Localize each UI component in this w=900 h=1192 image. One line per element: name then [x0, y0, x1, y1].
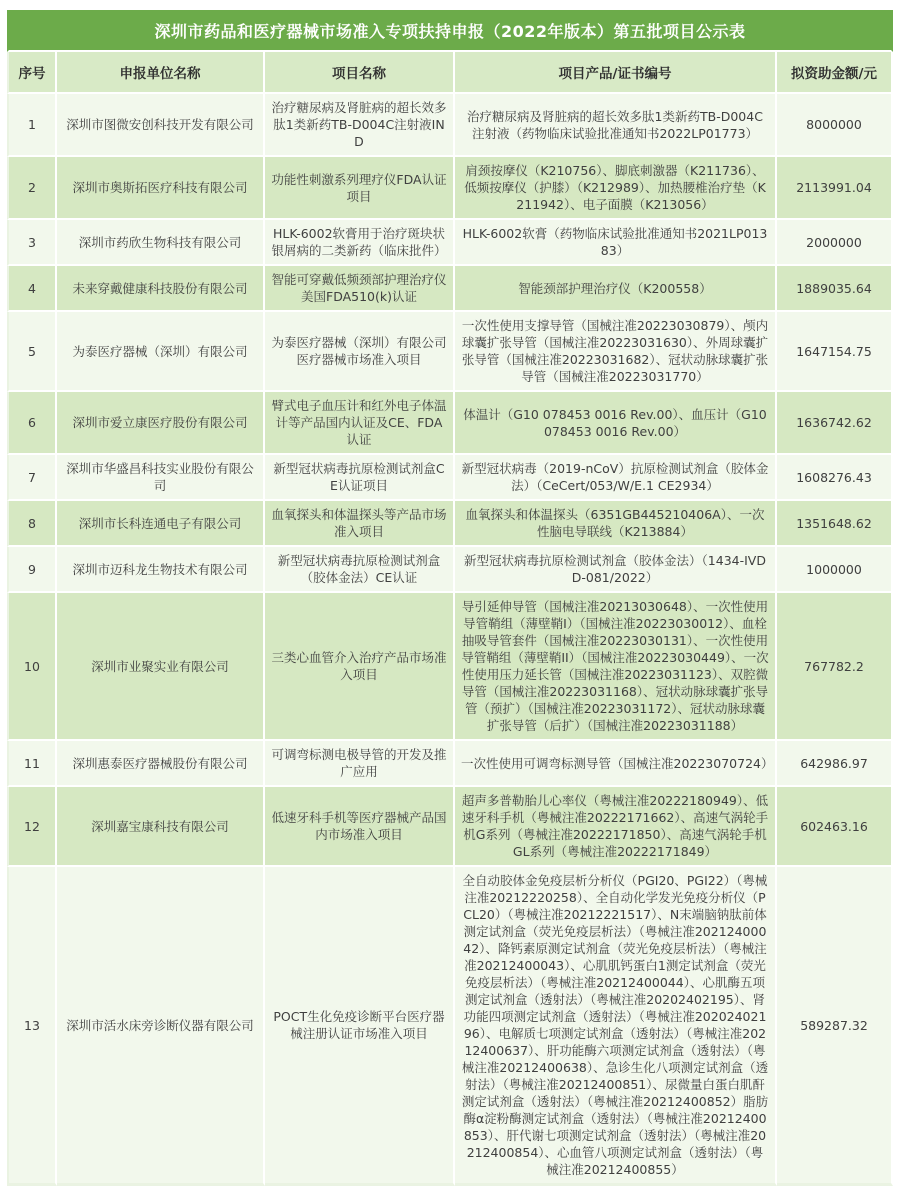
projects-table — [7, 10, 893, 1186]
serial-cell: 8 — [7, 501, 57, 547]
products-certificates-cell: HLK-6002软膏（药物临床试验批准通知书2021LP01383） — [455, 220, 777, 266]
unit-name-cell: 深圳市爱立康医疗股份有限公司 — [57, 392, 265, 455]
table-row — [7, 220, 893, 266]
table-body — [7, 94, 893, 1186]
serial-cell: 9 — [7, 547, 57, 593]
project-name-cell: 血氧探头和体温探头等产品市场准入项目 — [265, 501, 455, 547]
unit-name-cell: 深圳市华盛昌科技实业股份有限公司 — [57, 455, 265, 501]
table-row — [7, 94, 893, 157]
unit-name-cell: 深圳惠泰医疗器械股份有限公司 — [57, 741, 265, 787]
products-certificates-cell: 血氧探头和体温探头（6351GB445210406A）、一次性脑电导联线（K213884） — [455, 501, 777, 547]
serial-cell: 12 — [7, 787, 57, 867]
table-title-row — [7, 10, 893, 52]
project-name-cell: 功能性刺激系列理疗仪FDA认证项目 — [265, 157, 455, 220]
table-row — [7, 547, 893, 593]
column-header-project: 项目名称 — [265, 52, 455, 94]
funding-amount-cell: 642986.97 — [777, 741, 893, 787]
unit-name-cell: 深圳市迈科龙生物技术有限公司 — [57, 547, 265, 593]
project-name-cell: 为泰医疗器械（深圳）有限公司医疗器械市场准入项目 — [265, 312, 455, 392]
unit-name-cell: 深圳市长科连通电子有限公司 — [57, 501, 265, 547]
table-row — [7, 312, 893, 392]
products-certificates-cell: 肩颈按摩仪（K210756）、脚底刺激器（K211736）、低频按摩仪（护膝）（K212989）、加热腰椎治疗垫（K211942）、电子面膜（K213056） — [455, 157, 777, 220]
serial-cell: 3 — [7, 220, 57, 266]
project-name-cell: POCT生化免疫诊断平台医疗器械注册认证市场准入项目 — [265, 867, 455, 1186]
project-name-cell: 智能可穿戴低频颈部护理治疗仪美国FDA510(k)认证 — [265, 266, 455, 312]
serial-cell: 4 — [7, 266, 57, 312]
column-header-products: 项目产品/证书编号 — [455, 52, 777, 94]
project-name-cell: 臂式电子血压计和红外电子体温计等产品国内认证及CE、FDA认证 — [265, 392, 455, 455]
products-certificates-cell: 治疗糖尿病及肾脏病的超长效多肽1类新药TB-D004C注射液（药物临床试验批准通知书2022LP01773） — [455, 94, 777, 157]
products-certificates-cell: 一次性使用支撑导管（国械注准20223030879）、颅内球囊扩张导管（国械注准20223031630）、外周球囊扩张导管（国械注准20223031682）、冠状动脉球囊扩张导管（国械注准20223031770） — [455, 312, 777, 392]
table-row — [7, 266, 893, 312]
page-title: 深圳市药品和医疗器械市场准入专项扶持申报（2022年版本）第五批项目公示表 — [7, 10, 893, 52]
funding-amount-cell: 2113991.04 — [777, 157, 893, 220]
project-name-cell: 三类心血管介入治疗产品市场准入项目 — [265, 593, 455, 741]
funding-amount-cell: 8000000 — [777, 94, 893, 157]
funding-amount-cell: 602463.16 — [777, 787, 893, 867]
column-header-amount: 拟资助金额/元 — [777, 52, 893, 94]
serial-cell: 2 — [7, 157, 57, 220]
serial-cell: 6 — [7, 392, 57, 455]
unit-name-cell: 深圳市图微安创科技开发有限公司 — [57, 94, 265, 157]
funding-amount-cell: 1889035.64 — [777, 266, 893, 312]
unit-name-cell: 为泰医疗器械（深圳）有限公司 — [57, 312, 265, 392]
products-certificates-cell: 新型冠状病毒（2019-nCoV）抗原检测试剂盒（胶体金法）（CeCert/053/W/E.1 CE2934） — [455, 455, 777, 501]
products-certificates-cell: 一次性使用可调弯标测导管（国械注准20223070724） — [455, 741, 777, 787]
table-row — [7, 157, 893, 220]
table-header-row — [7, 52, 893, 94]
serial-cell: 11 — [7, 741, 57, 787]
column-header-unit: 申报单位名称 — [57, 52, 265, 94]
unit-name-cell: 深圳市奥斯拓医疗科技有限公司 — [57, 157, 265, 220]
table-row — [7, 501, 893, 547]
unit-name-cell: 深圳市活水床旁诊断仪器有限公司 — [57, 867, 265, 1186]
table-row — [7, 867, 893, 1186]
products-certificates-cell: 导引延伸导管（国械注准20213030648）、一次性使用导管鞘组（薄壁鞘I）（国械注准20223030012）、血栓抽吸导管套件（国械注准20223030131）、一次性使用导管鞘组（薄壁鞘II）（国械注准20223030449）、一次性使用压力延长管（国械注准20223031123）、双腔微导管（国械注准20223031168）、冠状动脉球囊扩张导管（预扩）（国械注准20223031172）、冠状动脉球囊扩张导管（后扩）（国械注准20223031188） — [455, 593, 777, 741]
serial-cell: 5 — [7, 312, 57, 392]
funding-amount-cell: 2000000 — [777, 220, 893, 266]
column-header-serial: 序号 — [7, 52, 57, 94]
products-certificates-cell: 智能颈部护理治疗仪（K200558） — [455, 266, 777, 312]
funding-amount-cell: 1351648.62 — [777, 501, 893, 547]
table-row — [7, 593, 893, 741]
project-name-cell: 低速牙科手机等医疗器械产品国内市场准入项目 — [265, 787, 455, 867]
unit-name-cell: 深圳市药欣生物科技有限公司 — [57, 220, 265, 266]
serial-cell: 13 — [7, 867, 57, 1186]
serial-cell: 1 — [7, 94, 57, 157]
products-certificates-cell: 全自动胶体金免疫层析分析仪（PGI20、PGI22）（粤械注准20212220258）、全自动化学发光免疫分析仪（PCL20）（粤械注准20212221517）、N末端脑钠肽前体测定试剂盒（荧光免疫层析法）（粤械注准20212400042）、降钙素原测定试剂盒（荧光免疫层析法）（粤械注准20212400043）、心肌肌钙蛋白1测定试剂盒（荧光免疫层析法）（粤械注准20212400044）、心肌酶五项测定试剂盒（透射法）（粤械注准20202402195）、肾功能四项测定试剂盒（透射法）（粤械注准20202402196）、电解质七项测定试剂盒（透射法）（粤械注准20212400637）、肝功能酶六项测定试剂盒（透射法）（粤械注准20212400638）、急诊生化八项测定试剂盒（透射法）（粤械注准20212400851）、尿微量白蛋白肌酐测定试剂盒（透射法）（粤械注准20212400852）脂肪酶α淀粉酶测定试剂盒（透射法）（粤械注准20212400853）、肝代谢七项测定试剂盒（透射法）（粤械注准20212400854）、心血管八项测定试剂盒（透射法）（粤械注准20212400855） — [455, 867, 777, 1186]
project-name-cell: 新型冠状病毒抗原检测试剂盒（胶体金法）CE认证 — [265, 547, 455, 593]
funding-amount-cell: 589287.32 — [777, 867, 893, 1186]
funding-amount-cell: 1636742.62 — [777, 392, 893, 455]
table-row — [7, 741, 893, 787]
funding-amount-cell: 1647154.75 — [777, 312, 893, 392]
project-name-cell: 治疗糖尿病及肾脏病的超长效多肽1类新药TB-D004C注射液IND — [265, 94, 455, 157]
serial-cell: 10 — [7, 593, 57, 741]
unit-name-cell: 深圳嘉宝康科技有限公司 — [57, 787, 265, 867]
products-certificates-cell: 超声多普勒胎儿心率仪（粤械注准20222180949）、低速牙科手机（粤械注准20222171662）、高速气涡轮手机G系列（粤械注准20222171850）、高速气涡轮手机GL系列（粤械注准20222171849） — [455, 787, 777, 867]
project-name-cell: HLK-6002软膏用于治疗斑块状银屑病的二类新药（临床批件） — [265, 220, 455, 266]
funding-amount-cell: 1000000 — [777, 547, 893, 593]
unit-name-cell: 深圳市业聚实业有限公司 — [57, 593, 265, 741]
products-certificates-cell: 体温计（G10 078453 0016 Rev.00）、血压计（G10 078453 0016 Rev.00） — [455, 392, 777, 455]
table-row — [7, 787, 893, 867]
project-name-cell: 新型冠状病毒抗原检测试剂盒CE认证项目 — [265, 455, 455, 501]
funding-amount-cell: 767782.2 — [777, 593, 893, 741]
unit-name-cell: 未来穿戴健康科技股份有限公司 — [57, 266, 265, 312]
funding-amount-cell: 1608276.43 — [777, 455, 893, 501]
products-certificates-cell: 新型冠状病毒抗原检测试剂盒（胶体金法）（1434-IVDD-081/2022） — [455, 547, 777, 593]
table-row — [7, 392, 893, 455]
project-name-cell: 可调弯标测电极导管的开发及推广应用 — [265, 741, 455, 787]
table-row — [7, 455, 893, 501]
serial-cell: 7 — [7, 455, 57, 501]
